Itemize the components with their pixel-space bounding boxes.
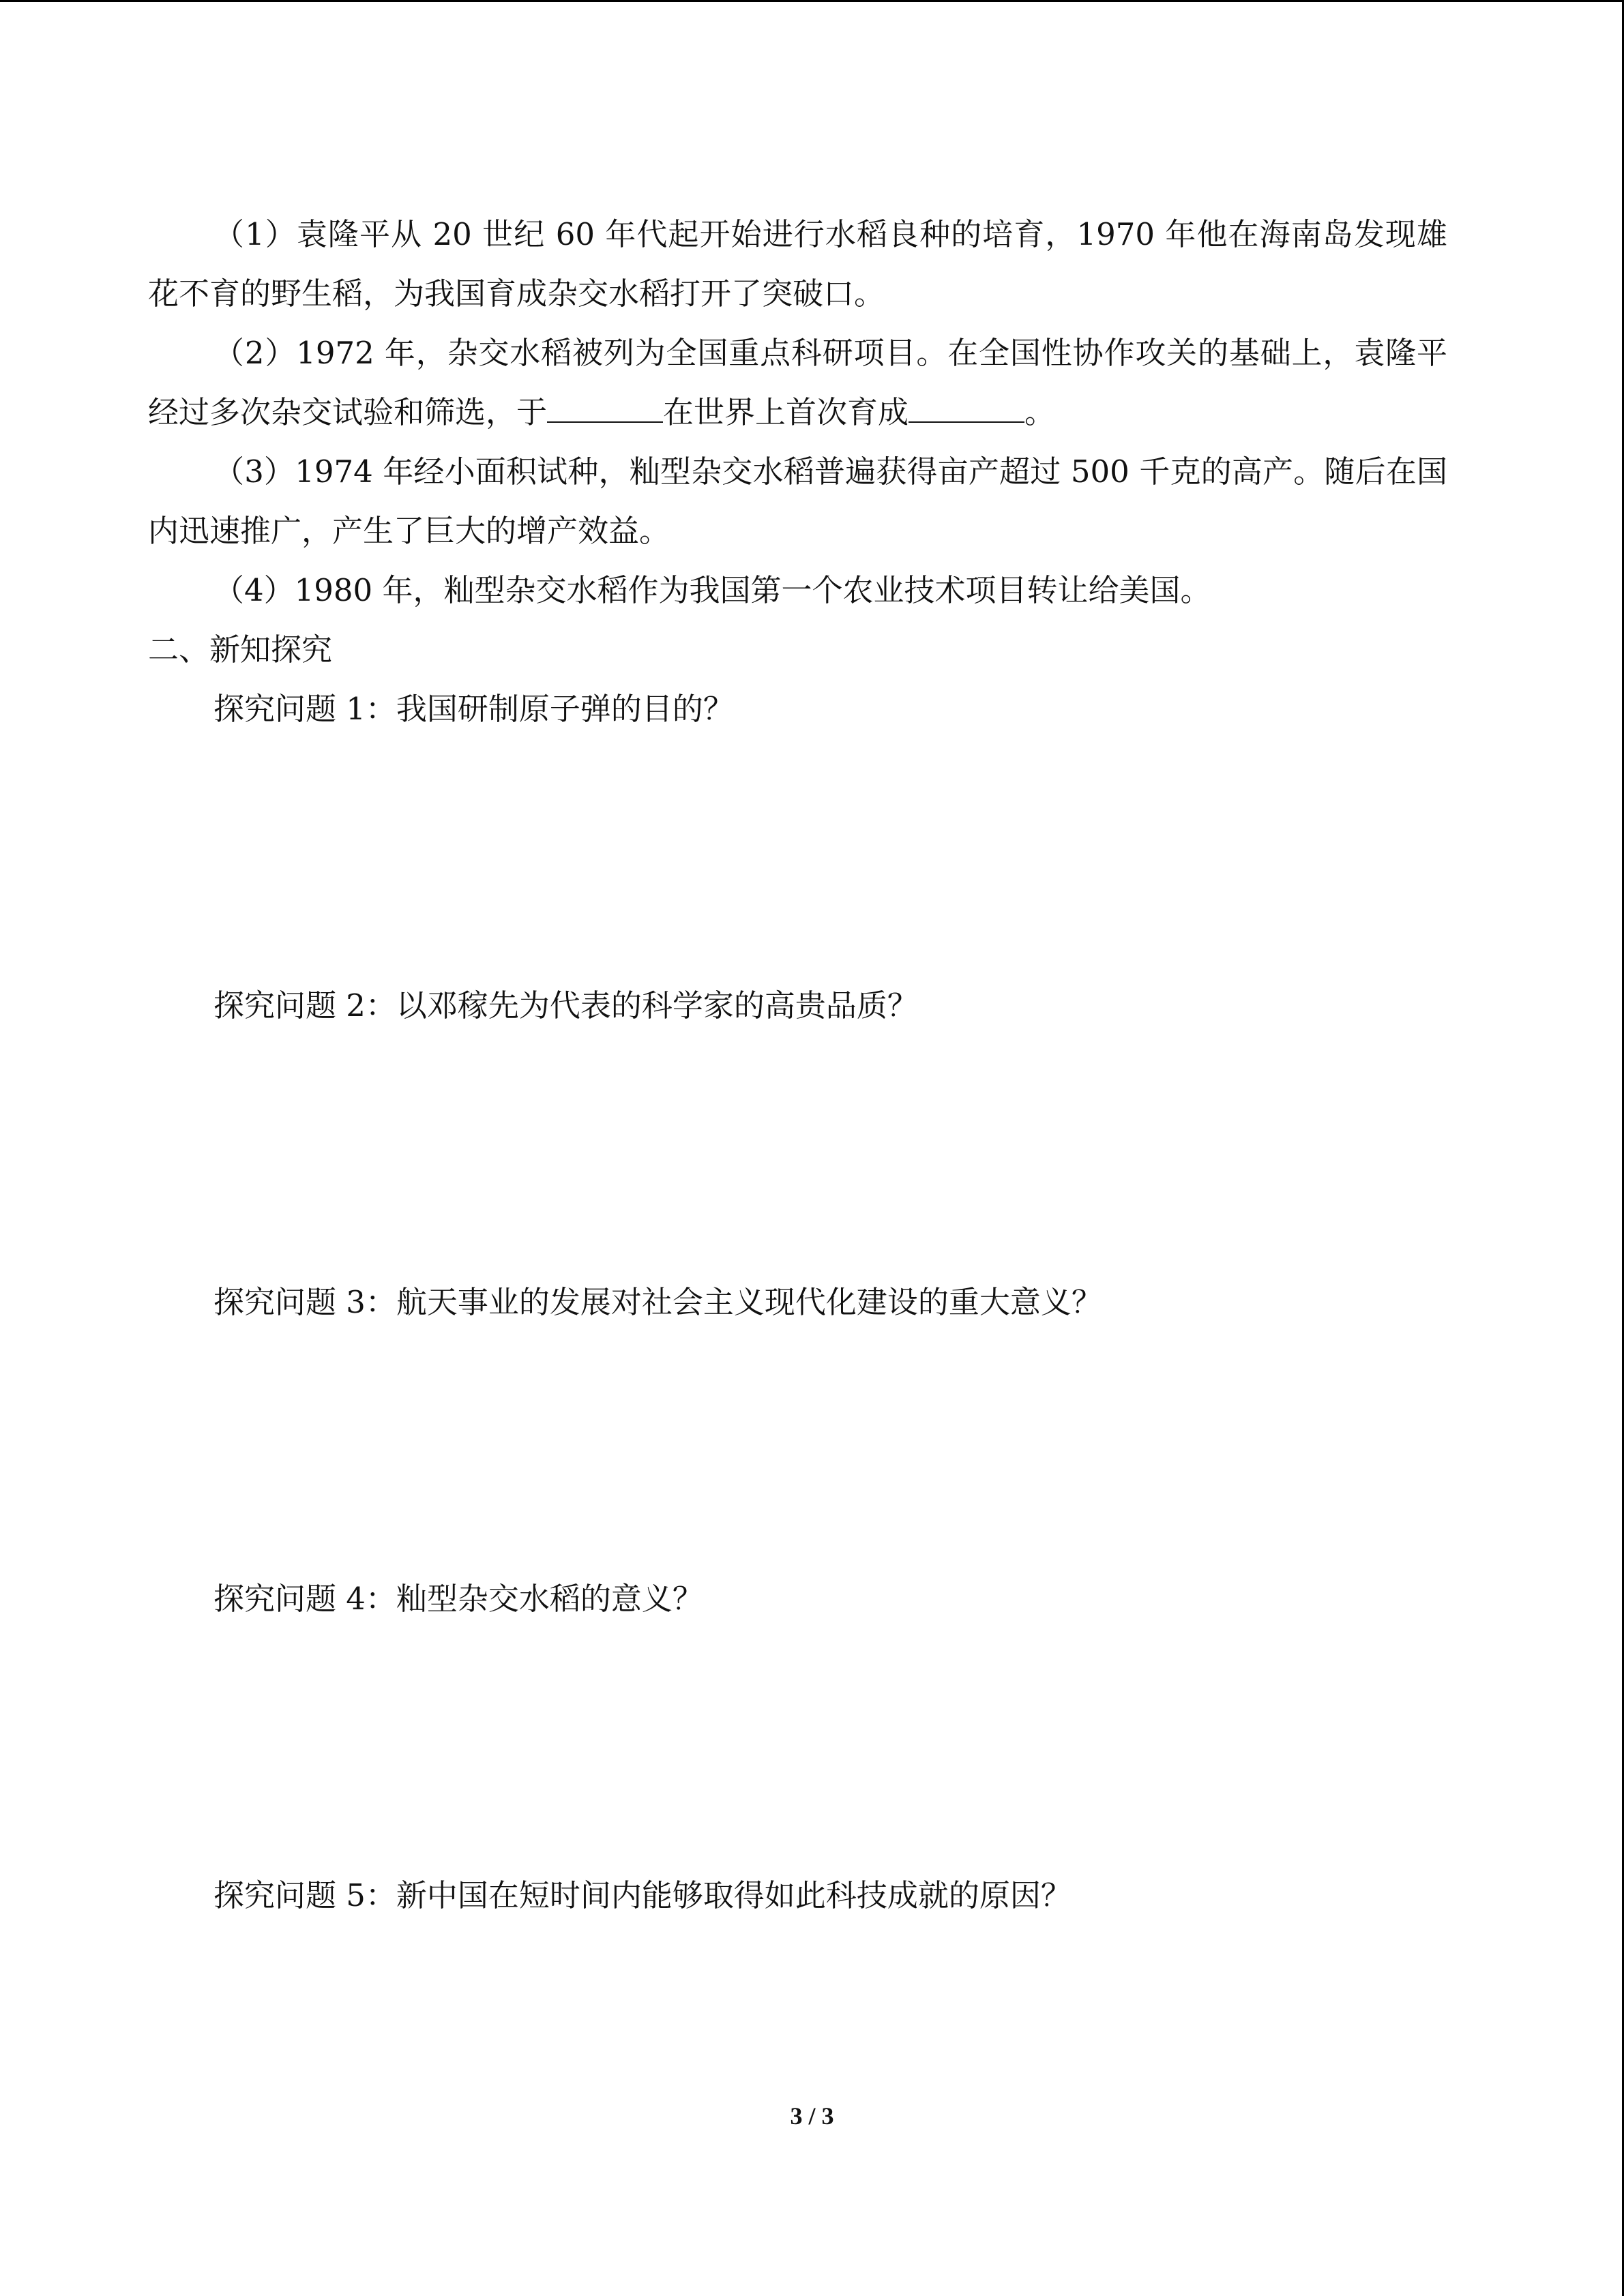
- page-number: 3 / 3: [790, 2102, 834, 2130]
- question-5: 探究问题 5：新中国在短时间内能够取得如此科技成就的原因？: [213, 1877, 1072, 1913]
- question-3: 探究问题 3：航天事业的发展对社会主义现代化建设的重大意义？: [213, 1284, 1102, 1320]
- question-2: 探究问题 2：以邓稼先为代表的科学家的高贵品质？: [213, 987, 918, 1024]
- answer-space-1[interactable]: [148, 739, 1447, 976]
- fill-blank-year[interactable]: [547, 394, 663, 423]
- paragraph-3: （3）1974 年经小面积试种，籼型杂交水稻普遍获得亩产超过 500 千克的高产。随后在国内迅速推广，产生了巨大的增产效益。: [148, 453, 1447, 549]
- paragraph-4: （4）1980 年，籼型杂交水稻作为我国第一个农业技术项目转让给美国。: [213, 572, 1211, 608]
- answer-space-3[interactable]: [148, 1332, 1447, 1569]
- question-4: 探究问题 4：籼型杂交水稻的意义？: [213, 1581, 703, 1617]
- question-1: 探究问题 1：我国研制原子弹的目的？: [213, 691, 734, 727]
- paragraph-2-text-c: 。: [1024, 394, 1056, 430]
- answer-space-2[interactable]: [148, 1035, 1447, 1272]
- paragraph-1: （1）袁隆平从 20 世纪 60 年代起开始进行水稻良种的培育，1970 年他在海南岛发现雄花不育的野生稻，为我国育成杂交水稻打开了突破口。: [148, 216, 1447, 312]
- paragraph-2-text-b: 在世界上首次育成: [663, 394, 909, 430]
- paragraph-2-text-a: （2）1972 年，杂交水稻被列为全国重点科研项目。在全国性协作攻关的基础上，袁隆平经过多次杂交试验和筛选，于: [148, 335, 1447, 430]
- answer-space-4[interactable]: [148, 1628, 1447, 1866]
- top-border: [0, 0, 1624, 2]
- paragraph-2: [148, 323, 1447, 442]
- fill-blank-achievement[interactable]: [909, 394, 1024, 423]
- section-heading: 二、新知探究: [148, 631, 333, 668]
- document-body: [148, 205, 1447, 1925]
